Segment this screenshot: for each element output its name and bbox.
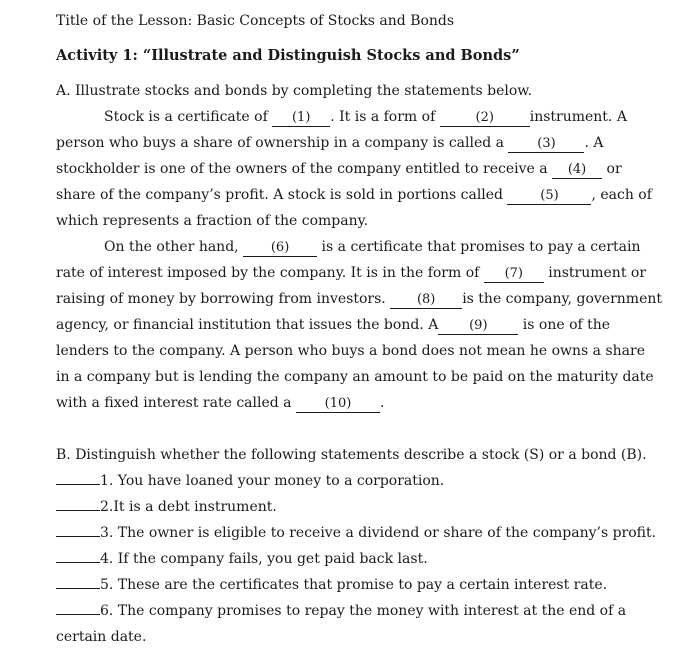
p2-line3: raising of money by borrowing from investors. (8) is the company, government [56,291,662,307]
p2-line6: in a company but is lending the company an amount to be paid on the maturity date [56,369,654,385]
part-a-instruction: A. Illustrate stocks and bonds by completing the statements below. [56,83,533,99]
lesson-title: Title of the Lesson: Basic Concepts of Stocks and Bonds [56,13,455,29]
part-b-item-6: 6. The company promises to repay the money with interest at the end of a [56,602,626,620]
p1-line1: Stock is a certificate of (1) . It is a form of (2) instrument. A [104,109,627,125]
blank-10[interactable]: (10) [296,396,380,413]
answer-blank-4[interactable] [56,561,100,563]
part-b-item-6-cont: certain date. [56,629,147,645]
p2-line5: lenders to the company. A person who buys a bond does not mean he owns a share [56,343,645,359]
blank-7[interactable]: (7) [484,266,544,283]
answer-blank-1[interactable] [56,483,100,485]
p1-line5: which represents a fraction of the company. [56,213,369,229]
part-b-item-3: 3. The owner is eligible to receive a dividend or share of the company’s profit. [56,524,656,542]
part-b-item-4: 4. If the company fails, you get paid back last. [56,550,428,568]
p2-line2: rate of interest imposed by the company. It is in the form of (7) instrument or [56,265,647,281]
answer-blank-6[interactable] [56,613,100,615]
part-b-item-1: 1. You have loaned your money to a corporation. [56,472,444,490]
blank-4[interactable]: (4) [552,162,602,179]
blank-2[interactable]: (2) [440,110,530,127]
p2-line1: On the other hand, (6) is a certificate that promises to pay a certain [104,239,641,255]
p1-line2: person who buys a share of ownership in a company is called a (3) . A [56,135,604,151]
part-b-item-5: 5. These are the certificates that promise to pay a certain interest rate. [56,576,607,594]
p1-line3: stockholder is one of the owners of the company entitled to receive a (4) or [56,161,622,177]
part-b-item-2: 2.It is a debt instrument. [56,498,277,516]
answer-blank-5[interactable] [56,587,100,589]
blank-8[interactable]: (8) [390,292,462,309]
p1-line4: share of the company’s profit. A stock is sold in portions called (5) , each of [56,187,652,203]
answer-blank-2[interactable] [56,509,100,511]
blank-1[interactable]: (1) [272,110,330,127]
activity-heading: Activity 1: “Illustrate and Distinguish Stocks and Bonds” [56,47,520,64]
blank-6[interactable]: (6) [243,240,317,257]
p2-line7: with a fixed interest rate called a (10) . [56,395,385,411]
part-b-instruction: B. Distinguish whether the following statements describe a stock (S) or a bond (B). [56,447,647,463]
answer-blank-3[interactable] [56,535,100,537]
blank-9[interactable]: (9) [438,318,518,335]
blank-5[interactable]: (5) [507,188,591,205]
p2-line4: agency, or financial institution that issues the bond. A (9) is one of the [56,317,611,333]
blank-3[interactable]: (3) [508,136,584,153]
